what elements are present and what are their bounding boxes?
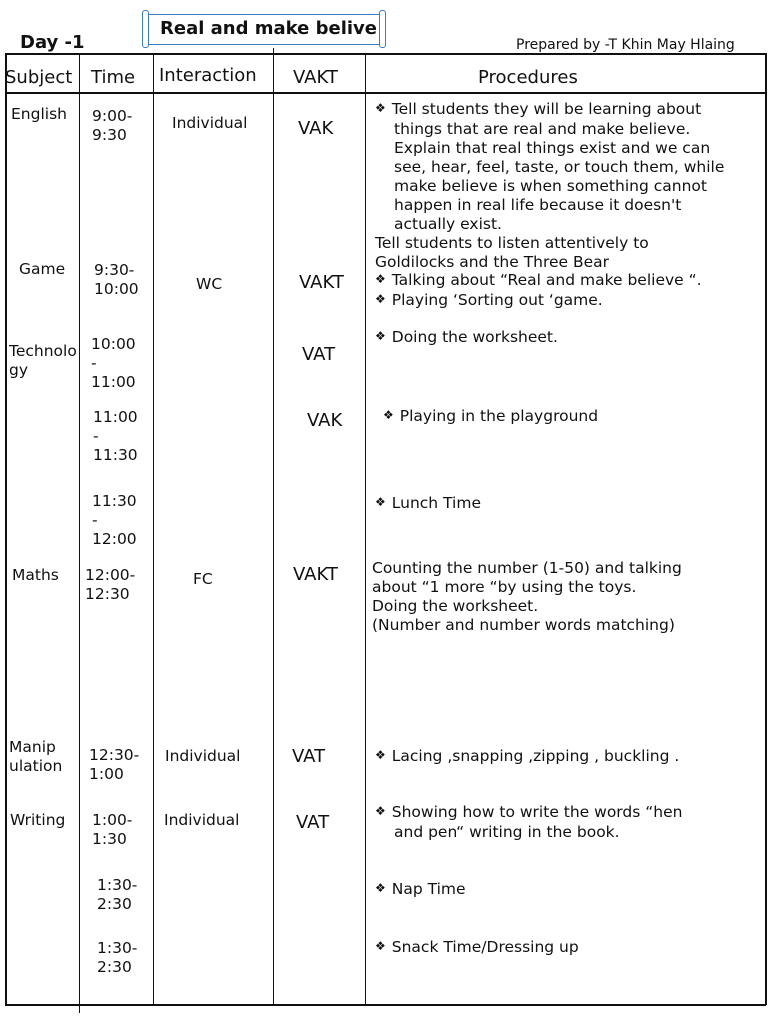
vakt-cell: VAKT — [299, 272, 344, 293]
procedure-line: Doing the worksheet. — [372, 597, 539, 615]
header-time: Time — [91, 67, 136, 88]
time-line: 1:00- — [92, 811, 133, 829]
time-line: 1:30- — [97, 939, 138, 957]
table-right-border — [765, 53, 767, 1005]
header-interaction: Interaction — [159, 65, 257, 86]
procedure-item: ❖ Doing the worksheet. — [375, 328, 558, 346]
header-procedures: Procedures — [478, 67, 578, 88]
procedure-cell — [375, 938, 579, 958]
procedure-line: happen in real life because it doesn't — [394, 196, 682, 214]
procedure-line: Goldilocks and the Three Bear — [375, 253, 610, 271]
procedure-cell — [375, 803, 682, 842]
procedure-item: ❖ Tell students they will be learning about — [375, 100, 702, 118]
procedure-item: ❖ Nap Time — [375, 880, 466, 898]
time-line: 12:00 — [92, 530, 137, 548]
procedure-cell — [375, 271, 702, 311]
time-cell — [94, 261, 139, 299]
vakt-cell: VAK — [307, 410, 343, 431]
column-divider-vakt — [273, 48, 274, 1005]
procedure-line: Counting the number (1-50) and talking — [372, 559, 682, 577]
interaction-cell: FC — [193, 570, 213, 588]
time-line: 12:30- — [89, 746, 140, 764]
time-line: 9:00- — [92, 107, 133, 125]
diamond-bullet-icon: ❖ — [375, 939, 386, 953]
time-cell — [92, 107, 132, 145]
time-line: - — [93, 427, 99, 445]
subject-manipulation — [9, 738, 62, 776]
procedure-cell — [383, 407, 598, 427]
table-bottom-border — [5, 1004, 766, 1006]
procedure-line: things that are real and make believe. — [394, 120, 691, 138]
column-divider-time — [79, 53, 80, 1013]
procedure-line: and pen“ writing in the book. — [394, 823, 620, 841]
interaction-cell: Individual — [165, 747, 241, 765]
subject-line: ulation — [9, 757, 63, 775]
procedure-item: ❖ Showing how to write the words “hen — [375, 803, 683, 821]
time-line: 1:30 — [92, 830, 127, 848]
subject-game: Game — [19, 260, 66, 278]
time-line: 10:00 — [94, 280, 139, 298]
procedure-line: actually exist. — [394, 215, 502, 233]
diamond-bullet-icon: ❖ — [375, 748, 386, 762]
time-line: 11:00 — [91, 373, 136, 391]
time-line: 10:00 — [91, 335, 136, 353]
procedure-item: ❖ Lunch Time — [375, 494, 481, 512]
procedure-item: ❖ Talking about “Real and make believe “. — [375, 271, 702, 289]
diamond-bullet-icon: ❖ — [375, 272, 386, 286]
procedure-cell — [375, 328, 558, 348]
subject-line: gy — [9, 361, 29, 379]
time-cell — [89, 746, 139, 784]
procedure-line: Tell students to listen attentively to — [375, 234, 649, 252]
diamond-bullet-icon: ❖ — [375, 101, 386, 115]
procedure-cell — [372, 559, 682, 635]
time-cell — [91, 335, 136, 392]
vakt-cell: VAT — [292, 746, 326, 767]
diamond-bullet-icon: ❖ — [375, 292, 386, 306]
diamond-bullet-icon: ❖ — [375, 329, 386, 343]
time-line: - — [91, 354, 97, 372]
procedure-item: ❖ Playing ‘Sorting out ‘game. — [375, 291, 603, 309]
time-line: 11:30 — [93, 446, 138, 464]
time-line: 2:30 — [97, 958, 132, 976]
table-left-border — [5, 53, 7, 1005]
procedure-item: ❖ Snack Time/Dressing up — [375, 938, 579, 956]
diamond-bullet-icon: ❖ — [375, 804, 386, 818]
column-divider-procedures — [365, 53, 366, 1005]
time-line: 9:30- — [94, 261, 135, 279]
subject-technology — [9, 342, 77, 380]
time-cell — [97, 939, 137, 977]
procedure-cell — [375, 747, 679, 767]
table-top-border — [5, 53, 766, 55]
prepared-by: Prepared by -T Khin May Hlaing — [516, 37, 735, 53]
time-line: 1:00 — [89, 765, 124, 783]
interaction-cell: WC — [196, 275, 223, 293]
procedure-cell — [375, 880, 466, 900]
time-line: 9:30 — [92, 126, 127, 144]
procedure-line: about “1 more “by using the toys. — [372, 578, 637, 596]
procedure-item: ❖ Lacing ,snapping ,zipping , buckling . — [375, 747, 680, 765]
procedure-line: see, hear, feel, taste, or touch them, while — [394, 158, 725, 176]
vakt-cell: VAK — [298, 118, 334, 139]
vakt-cell: VAT — [302, 344, 336, 365]
procedure-line: (Number and number words matching) — [372, 616, 675, 634]
time-line: 11:00 — [93, 408, 138, 426]
header-divider — [5, 92, 766, 94]
header-vakt: VAKT — [293, 67, 338, 88]
diamond-bullet-icon: ❖ — [375, 881, 386, 895]
time-cell — [92, 811, 132, 849]
subject-english: English — [11, 105, 67, 123]
time-line: 2:30 — [97, 895, 132, 913]
time-line: - — [92, 511, 98, 529]
procedure-cell — [375, 494, 481, 514]
subject-line: Technolo — [9, 342, 77, 360]
subject-maths: Maths — [12, 566, 59, 584]
vakt-cell: VAKT — [293, 564, 338, 585]
vakt-cell: VAT — [296, 812, 330, 833]
interaction-cell: Individual — [164, 811, 240, 829]
time-line: 12:30 — [85, 585, 130, 603]
day-label: Day -1 — [20, 32, 85, 53]
time-cell — [97, 876, 137, 914]
lesson-title: Real and make belive — [160, 18, 378, 39]
time-line: 11:30 — [92, 492, 137, 510]
time-cell — [93, 408, 138, 465]
procedure-line: Explain that real things exist and we can — [394, 139, 711, 157]
time-line: 12:00- — [85, 566, 136, 584]
subject-writing: Writing — [10, 811, 66, 829]
header-subject: Subject — [5, 67, 73, 88]
column-divider-interaction — [153, 53, 154, 1005]
subject-line: Manip — [9, 738, 56, 756]
interaction-cell: Individual — [172, 114, 248, 132]
procedure-line: make believe is when something cannot — [394, 177, 707, 195]
diamond-bullet-icon: ❖ — [375, 495, 386, 509]
time-cell — [92, 492, 137, 549]
time-line: 1:30- — [97, 876, 138, 894]
procedure-cell — [375, 100, 724, 272]
diamond-bullet-icon: ❖ — [383, 408, 394, 422]
time-cell — [85, 566, 135, 604]
procedure-item: ❖ Playing in the playground — [383, 407, 599, 425]
